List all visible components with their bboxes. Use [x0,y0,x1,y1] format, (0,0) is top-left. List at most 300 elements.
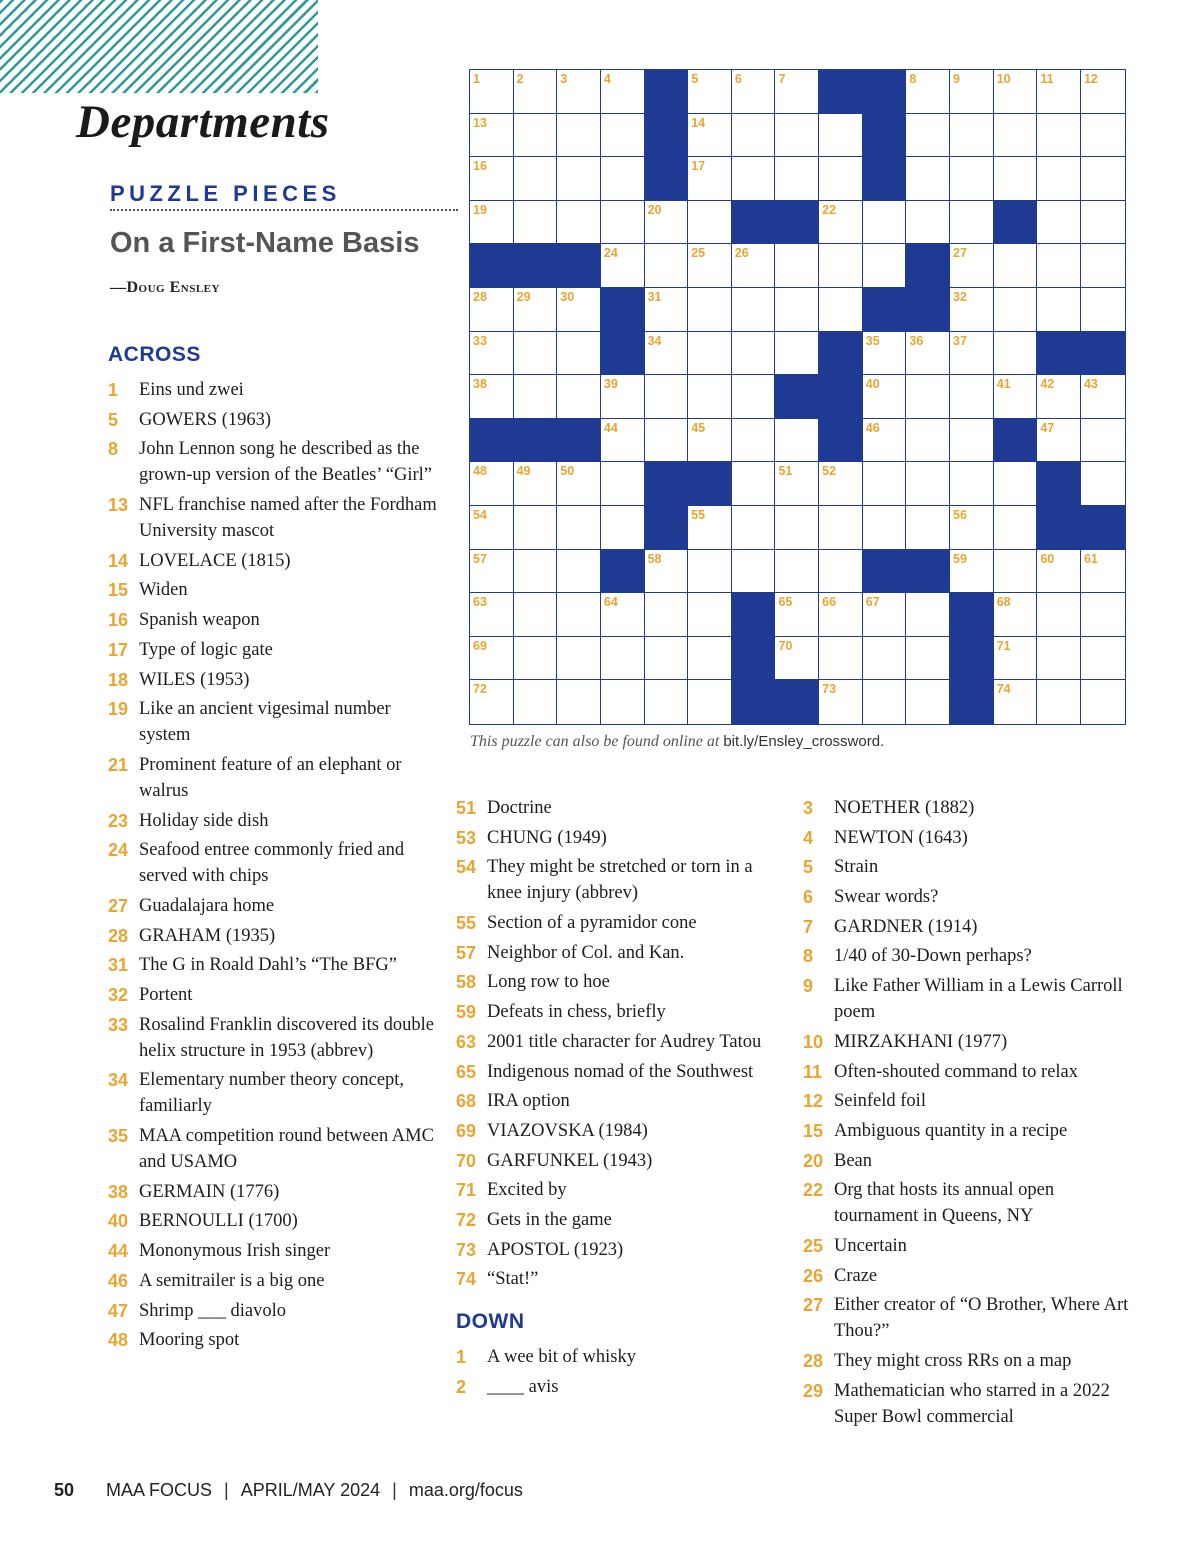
clue-number: 33 [108,1014,129,1035]
grid-cell[interactable] [994,157,1038,201]
clue-number: 1 [108,380,119,400]
grid-cell[interactable] [950,70,994,114]
grid-cell[interactable] [994,550,1038,594]
grid-cell[interactable] [1081,70,1125,114]
grid-cell[interactable] [994,593,1038,637]
grid-cell[interactable] [775,288,819,332]
grid-cell[interactable] [906,419,950,463]
clue-number: 72 [456,1209,477,1230]
grid-cell[interactable] [470,201,514,245]
clue-item [456,1088,786,1114]
grid-cell[interactable] [819,462,863,506]
grid-cell[interactable] [732,114,776,158]
clue-text: Either creator of “O Brother, Where Art Thou?” [834,1295,1129,1342]
clue-text: Doctrine [487,798,552,818]
clue-text: Widen [139,580,188,601]
puzzle-author: —Doug Ensley [110,279,220,296]
grid-cell[interactable] [601,419,645,463]
grid-cell[interactable] [732,419,776,463]
grid-cell[interactable] [601,680,645,724]
grid-cell[interactable] [557,462,601,506]
clue-item [108,377,438,403]
grid-cell[interactable] [1081,157,1125,201]
clue-text: 2001 title character for Audrey Tatou [487,1031,762,1052]
clue-number: 44 [108,1241,129,1262]
grid-cell[interactable] [775,637,819,681]
grid-block [775,680,819,724]
online-note-link[interactable]: bit.ly/Ensley_crossword. [723,733,885,750]
grid-cell[interactable] [514,70,558,114]
grid-cell[interactable] [775,70,819,114]
grid-cell[interactable] [950,332,994,376]
grid-cell[interactable] [1037,550,1081,594]
grid-cell[interactable] [994,114,1038,158]
grid-cell[interactable] [994,680,1038,724]
clue-number: 69 [456,1120,477,1141]
grid-cell[interactable] [557,201,601,245]
grid-cell[interactable] [688,157,732,201]
grid-cell[interactable] [601,157,645,201]
grid-cell[interactable] [819,157,863,201]
grid-cell[interactable] [688,550,732,594]
clue-text: Neighbor of Col. and Kan. [487,942,685,963]
grid-cell[interactable] [514,506,558,550]
grid-cell[interactable] [906,70,950,114]
grid-cell[interactable] [1037,593,1081,637]
grid-cell[interactable] [557,637,601,681]
grid-cell[interactable] [645,637,689,681]
clue-text: Mathematician who starred in a 2022 Super Bowl commercial [834,1380,1110,1427]
clue-number: 29 [803,1380,824,1401]
grid-cell[interactable] [557,506,601,550]
grid-cell-number: 32 [953,289,967,304]
grid-cell[interactable] [514,332,558,376]
grid-cell[interactable] [950,201,994,245]
grid-cell[interactable] [688,506,732,550]
clue-number: 32 [108,985,129,1005]
grid-cell[interactable] [775,593,819,637]
grid-cell[interactable] [645,332,689,376]
grid-cell[interactable] [863,637,907,681]
grid-cell[interactable] [601,375,645,419]
grid-cell[interactable] [470,462,514,506]
grid-cell-number: 57 [473,551,487,566]
clue-text: WILES (1953) [139,669,250,690]
clue-item [456,1148,786,1174]
grid-cell[interactable] [557,157,601,201]
clue-text: IRA option [487,1091,570,1112]
grid-cell[interactable] [863,462,907,506]
grid-cell[interactable] [775,419,819,463]
grid-cell[interactable] [863,332,907,376]
grid-cell[interactable] [819,201,863,245]
clue-column-left [108,343,438,1357]
down-clue-list [456,1344,786,1400]
grid-cell-number: 68 [996,595,1011,610]
clue-text: APOSTOL (1923) [487,1239,624,1260]
grid-block [906,244,950,288]
grid-cell[interactable] [645,593,689,637]
clue-number: 4 [803,827,814,848]
page-footer [54,1480,523,1501]
grid-cell-number: 63 [473,595,487,610]
clue-item [456,940,786,966]
clue-item [803,1348,1133,1374]
grid-cell[interactable] [1037,637,1081,681]
clue-number: 27 [803,1295,824,1316]
grid-cell[interactable] [514,157,558,201]
grid-cell[interactable] [470,288,514,332]
grid-cell[interactable] [906,157,950,201]
grid-cell-number: 52 [822,464,837,479]
grid-cell[interactable] [557,375,601,419]
grid-cell[interactable] [688,244,732,288]
grid-cell[interactable] [775,244,819,288]
grid-cell[interactable] [863,201,907,245]
grid-cell[interactable] [994,637,1038,681]
clue-number: 10 [803,1031,824,1052]
grid-cell-number: 4 [603,72,611,86]
clue-item [108,808,438,834]
grid-cell[interactable] [1037,375,1081,419]
grid-cell[interactable] [1037,244,1081,288]
grid-cell[interactable] [470,157,514,201]
grid-cell[interactable] [994,70,1038,114]
grid-cell[interactable] [470,593,514,637]
clue-text: Uncertain [834,1235,907,1256]
grid-cell[interactable] [514,114,558,158]
grid-cell[interactable] [950,114,994,158]
grid-cell[interactable] [1037,288,1081,332]
grid-cell[interactable] [906,201,950,245]
across-clue-list [108,377,438,1353]
grid-cell[interactable] [557,114,601,158]
clue-item [108,1298,438,1324]
grid-cell[interactable] [645,680,689,724]
grid-cell[interactable] [732,332,776,376]
clue-item [108,696,438,748]
clue-text: Defeats in chess, briefly [487,1002,666,1023]
grid-block [863,70,907,114]
grid-cell[interactable] [514,637,558,681]
grid-cell[interactable] [1081,244,1125,288]
grid-cell[interactable] [645,419,689,463]
grid-cell[interactable] [994,375,1038,419]
grid-cell[interactable] [863,419,907,463]
grid-cell[interactable] [1081,375,1125,419]
grid-cell[interactable] [819,550,863,594]
grid-cell[interactable] [688,201,732,245]
grid-cell[interactable] [775,114,819,158]
grid-cell-number: 34 [647,333,662,348]
grid-cell[interactable] [994,462,1038,506]
grid-cell[interactable] [601,244,645,288]
grid-block [557,244,601,288]
grid-cell[interactable] [732,288,776,332]
grid-cell[interactable] [950,288,994,332]
grid-cell[interactable] [1081,637,1125,681]
grid-cell[interactable] [863,506,907,550]
grid-cell[interactable] [1037,419,1081,463]
clue-number: 65 [456,1061,477,1082]
grid-cell-number: 13 [473,115,487,130]
grid-cell-number: 48 [473,464,487,479]
across-clue-list-continued [456,795,786,1292]
grid-cell[interactable] [906,462,950,506]
grid-cell[interactable] [470,637,514,681]
grid-cell[interactable] [557,593,601,637]
clue-number: 7 [803,916,814,937]
grid-cell[interactable] [863,375,907,419]
grid-cell[interactable] [950,157,994,201]
grid-cell[interactable] [819,114,863,158]
grid-cell[interactable] [601,114,645,158]
grid-cell[interactable] [688,70,732,114]
grid-cell[interactable] [470,375,514,419]
grid-cell[interactable] [645,244,689,288]
grid-cell[interactable] [819,637,863,681]
grid-cell[interactable] [950,375,994,419]
section-label: PUZZLE PIECES [110,181,341,206]
grid-block [950,680,994,724]
grid-cell[interactable] [1081,419,1125,463]
grid-cell[interactable] [994,506,1038,550]
grid-cell-number: 50 [560,464,575,479]
grid-cell[interactable] [906,680,950,724]
grid-block [645,157,689,201]
clue-text: Guadalajara home [139,895,275,916]
grid-cell[interactable] [470,506,514,550]
clue-text: BERNOULLI (1700) [139,1211,298,1232]
grid-cell[interactable] [470,550,514,594]
grid-cell[interactable] [1037,201,1081,245]
grid-cell[interactable] [470,114,514,158]
grid-cell[interactable] [732,157,776,201]
grid-cell[interactable] [688,680,732,724]
grid-cell[interactable] [819,593,863,637]
grid-cell-number: 22 [822,202,837,217]
grid-cell[interactable] [732,550,776,594]
grid-cell[interactable] [601,201,645,245]
grid-cell[interactable] [557,332,601,376]
clue-text: GRAHAM (1935) [139,925,276,946]
grid-cell[interactable] [470,680,514,724]
grid-cell[interactable] [645,201,689,245]
clue-text: GERMAIN (1776) [139,1181,280,1202]
grid-cell[interactable] [601,506,645,550]
grid-cell[interactable] [645,375,689,419]
grid-cell[interactable] [470,70,514,114]
clue-text: Portent [139,985,193,1005]
clue-item [108,1268,438,1294]
grid-cell[interactable] [1037,680,1081,724]
clue-item [803,1118,1133,1144]
grid-block [994,419,1038,463]
clue-number: 27 [108,895,129,916]
page-number: 50 [54,1480,75,1500]
clue-number: 25 [803,1235,824,1256]
clue-item [456,825,786,851]
grid-cell[interactable] [906,375,950,419]
grid-cell[interactable] [906,637,950,681]
grid-block [906,550,950,594]
grid-cell[interactable] [819,680,863,724]
grid-cell[interactable] [557,288,601,332]
grid-cell[interactable] [645,550,689,594]
grid-cell-number: 10 [996,72,1011,86]
grid-cell[interactable] [1081,680,1125,724]
clue-number: 48 [108,1330,129,1351]
grid-cell[interactable] [732,70,776,114]
grid-cell-number: 9 [953,72,960,86]
clue-item [803,1177,1133,1229]
grid-cell[interactable] [950,506,994,550]
clue-number: 8 [108,439,119,460]
grid-cell[interactable] [688,593,732,637]
grid-cell-number: 43 [1083,377,1098,392]
grid-cell[interactable] [732,244,776,288]
grid-cell[interactable] [601,593,645,637]
grid-cell-number: 29 [516,289,531,304]
grid-cell[interactable] [994,332,1038,376]
grid-cell[interactable] [688,114,732,158]
grid-cell[interactable] [906,593,950,637]
grid-cell[interactable] [645,288,689,332]
grid-cell[interactable] [557,680,601,724]
grid-cell[interactable] [775,157,819,201]
clue-item [108,407,438,433]
clue-item [456,1374,786,1400]
grid-cell[interactable] [775,550,819,594]
publication-name: MAA FOCUS [106,1480,213,1500]
grid-cell-number: 1 [473,72,480,86]
grid-cell[interactable] [863,593,907,637]
grid-cell[interactable] [514,201,558,245]
grid-cell-number: 26 [734,246,749,261]
grid-cell[interactable] [819,288,863,332]
clue-item [108,1238,438,1264]
grid-cell[interactable] [732,506,776,550]
grid-cell[interactable] [1037,157,1081,201]
clue-item [456,854,786,906]
grid-cell[interactable] [1081,462,1125,506]
grid-cell[interactable] [775,332,819,376]
clue-number: 21 [108,754,129,775]
grid-block [601,332,645,376]
grid-cell[interactable] [1081,593,1125,637]
grid-cell[interactable] [601,637,645,681]
grid-cell[interactable] [601,462,645,506]
grid-cell[interactable] [732,375,776,419]
clue-text: Mooring spot [139,1330,240,1351]
clue-number: 18 [108,669,129,690]
grid-cell-number: 46 [865,420,880,435]
clue-number: 46 [108,1270,129,1291]
clue-number: 8 [803,946,814,967]
clue-text: Rosalind Franklin discovered its double helix structure in 1953 (abbrev) [139,1014,434,1061]
grid-cell-number: 45 [691,420,706,435]
grid-cell[interactable] [906,114,950,158]
grid-cell[interactable] [1037,114,1081,158]
grid-cell[interactable] [950,419,994,463]
clue-item [108,952,438,978]
grid-cell[interactable] [688,332,732,376]
clue-text: GARFUNKEL (1943) [487,1150,653,1171]
grid-cell[interactable] [1081,288,1125,332]
grid-cell[interactable] [1081,114,1125,158]
grid-cell[interactable] [514,375,558,419]
department-title: Departments [76,96,330,148]
clue-item [456,1207,786,1233]
decorative-hatch-pattern [0,0,318,93]
grid-cell[interactable] [950,462,994,506]
clue-text: They might be stretched or torn in a knee injury (abbrev) [487,857,753,904]
clue-item [108,1123,438,1175]
grid-cell[interactable] [819,244,863,288]
grid-cell[interactable] [688,375,732,419]
clue-number: 12 [803,1091,824,1112]
grid-cell-number: 49 [516,464,531,479]
grid-cell[interactable] [1081,550,1125,594]
grid-cell-number: 12 [1083,72,1098,86]
grid-cell[interactable] [557,550,601,594]
grid-cell[interactable] [688,637,732,681]
grid-cell[interactable] [732,462,776,506]
grid-cell[interactable] [688,419,732,463]
grid-cell-number: 28 [473,289,487,304]
online-note-text: This puzzle can also be found online at [470,733,720,750]
clue-number: 5 [108,409,119,430]
grid-cell[interactable] [775,506,819,550]
grid-cell[interactable] [557,70,601,114]
grid-cell[interactable] [514,680,558,724]
grid-cell-number: 60 [1040,551,1055,566]
clue-number: 16 [108,610,129,631]
grid-block [1037,462,1081,506]
grid-cell-number: 69 [473,638,487,653]
grid-cell[interactable] [906,506,950,550]
grid-cell[interactable] [819,506,863,550]
grid-cell[interactable] [514,462,558,506]
clue-text: NEWTON (1643) [834,827,968,848]
clue-item [108,923,438,949]
grid-cell[interactable] [994,244,1038,288]
grid-cell[interactable] [994,288,1038,332]
grid-cell[interactable] [470,332,514,376]
grid-cell[interactable] [514,550,558,594]
grid-cell[interactable] [906,332,950,376]
grid-cell[interactable] [514,288,558,332]
grid-cell[interactable] [950,550,994,594]
grid-cell-number: 25 [691,246,706,261]
grid-cell[interactable] [950,244,994,288]
grid-cell[interactable] [688,288,732,332]
footer-url[interactable]: maa.org/focus [408,1480,523,1500]
grid-cell[interactable] [1037,70,1081,114]
clue-item [803,943,1133,969]
grid-cell[interactable] [863,680,907,724]
grid-cell[interactable] [863,244,907,288]
grid-cell-number: 27 [953,246,967,261]
grid-block [1081,332,1125,376]
grid-block [950,593,994,637]
footer-separator: | [224,1480,229,1500]
grid-cell[interactable] [775,462,819,506]
grid-cell[interactable] [514,593,558,637]
grid-cell-number: 64 [603,595,618,610]
grid-cell[interactable] [1081,201,1125,245]
grid-cell[interactable] [601,70,645,114]
